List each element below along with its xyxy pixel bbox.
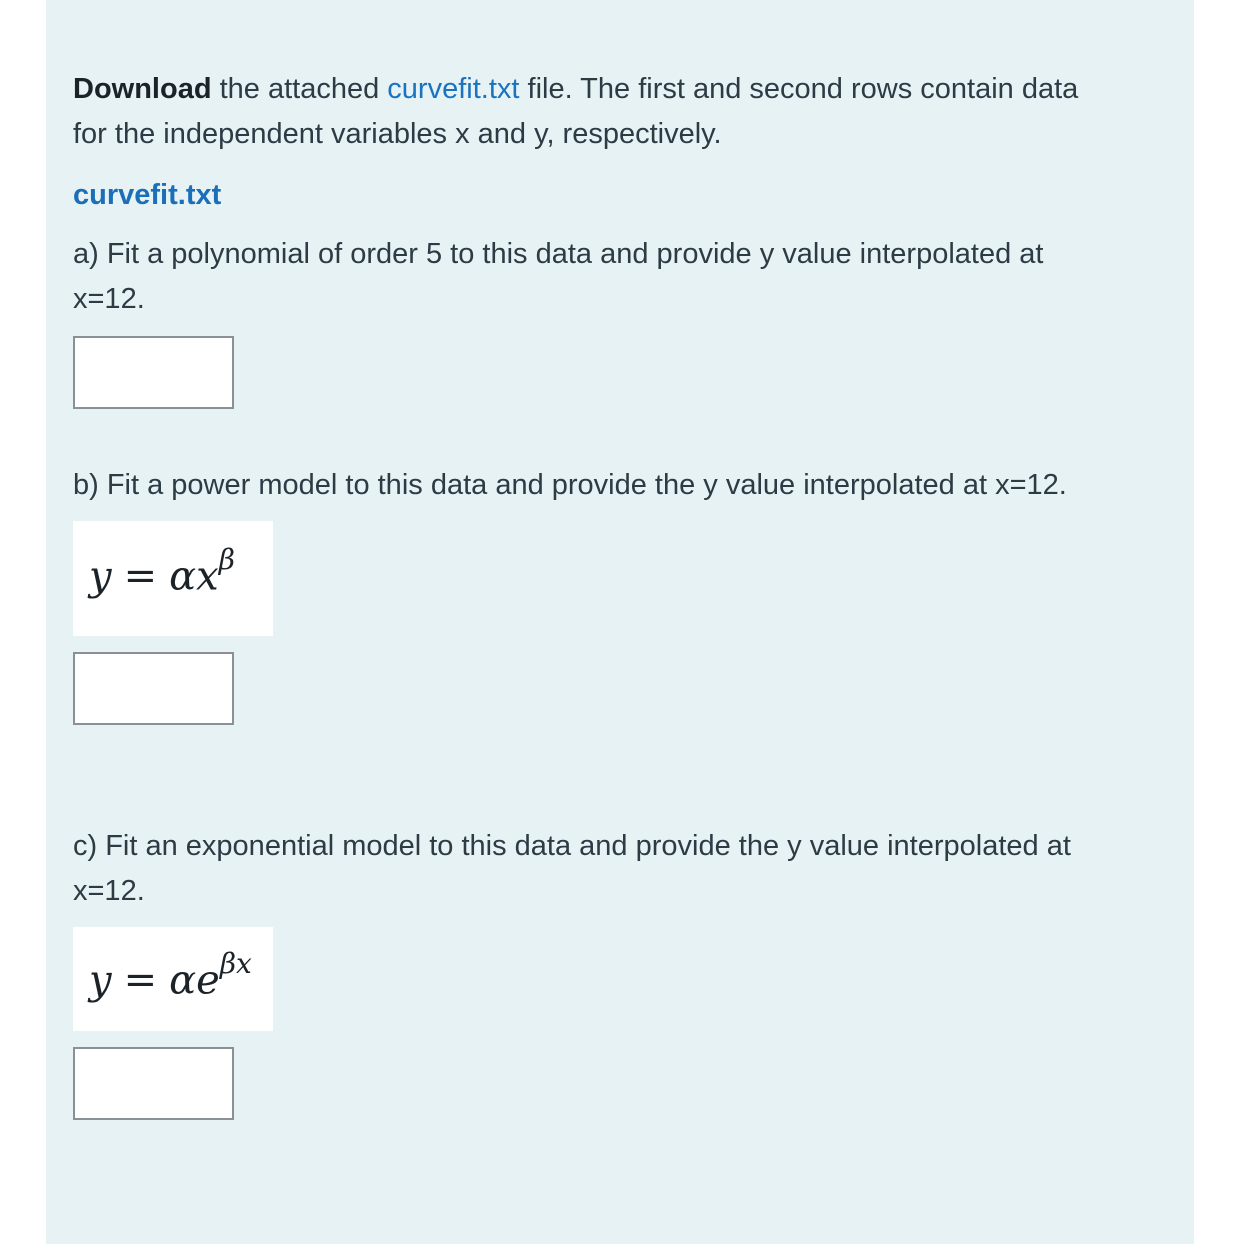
part-c-line-2: x=12.: [73, 875, 145, 907]
exponential-model-formula: [89, 947, 252, 1004]
answer-c-input[interactable]: [73, 1047, 234, 1120]
intro-pre-link: the attached: [211, 73, 388, 105]
power-model-formula-card: [73, 521, 273, 636]
answer-b-input[interactable]: [73, 652, 234, 725]
power-model-formula: [89, 543, 235, 600]
part-a-line-2: x=12.: [73, 283, 145, 315]
formula-exponent: β: [218, 543, 235, 576]
download-label: Download: [73, 73, 212, 105]
answer-a-input[interactable]: [73, 336, 234, 409]
exponential-model-formula-card: [73, 927, 273, 1031]
part-c-line-1: c) Fit an exponential model to this data and provide the y value interpolated at: [73, 830, 1071, 862]
intro-line-1: [73, 67, 1078, 112]
formula-equals: =: [123, 553, 158, 600]
formula-rhs: αe: [169, 957, 220, 1004]
curvefit-file-link[interactable]: curvefit.txt: [73, 179, 222, 211]
formula-equals: =: [123, 957, 158, 1004]
formula-exponent: βx: [219, 947, 252, 980]
curvefit-inline-link[interactable]: curvefit.txt: [387, 73, 520, 105]
formula-lhs: y: [89, 957, 112, 1004]
intro-post-link: file. The first and second rows contain data: [519, 73, 1079, 105]
formula-lhs: y: [89, 553, 112, 600]
formula-rhs: αx: [169, 553, 219, 600]
intro-line-2: for the independent variables x and y, respectively.: [73, 118, 722, 150]
part-b-line-1: b) Fit a power model to this data and provide the y value interpolated at x=12.: [73, 469, 1067, 501]
part-a-line-1: a) Fit a polynomial of order 5 to this data and provide y value interpolated at: [73, 238, 1044, 270]
